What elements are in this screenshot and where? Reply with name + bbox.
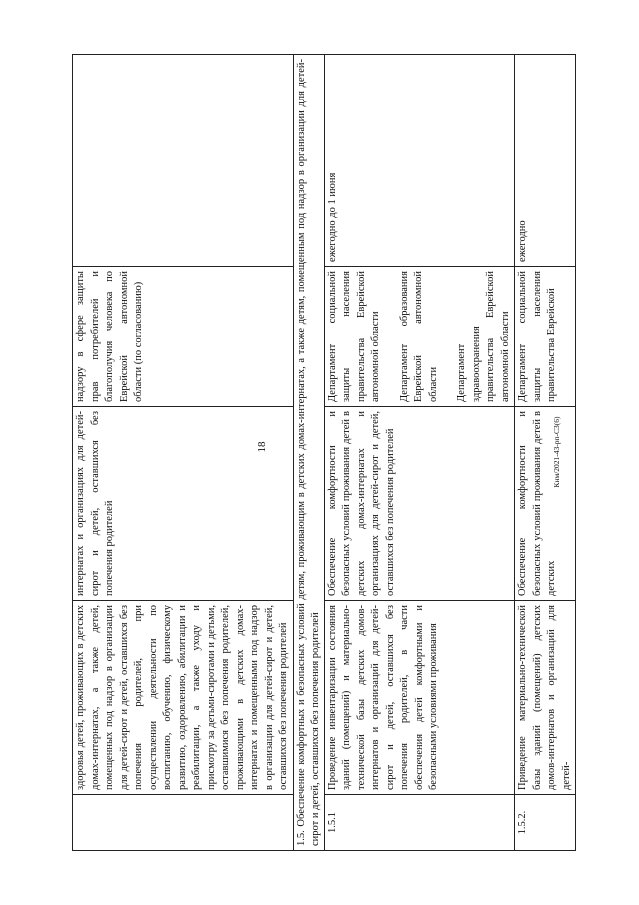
cell-executors: Департамент социальной защиты населения правительства Еврейской bbox=[515, 267, 576, 407]
section-title: 1.5. Обеспечение комфортных и безопасных условий детям, проживающим в детских домах-интернатах, а также детям, помещенным под надзор в организации для детей-сирот и детей, оставшихся без попечения родителей bbox=[293, 55, 324, 851]
cell-num-empty bbox=[73, 795, 294, 851]
cell-measure: Приведение материально-технической базы зданий (помещений) детских домов-интернатов и организаций для детей- bbox=[515, 601, 576, 795]
cell-deadline: ежегодно bbox=[515, 55, 576, 267]
cell-measure: здоровья детей, проживающих в детских домах-интернатах, а также детей, помещенных под надзор в организации для детей-сирот и детей, оставшихся без попечения родителей, при осуществлении деятельности по воспитанию, обучению, физическому развитию, оздоровлению, абилитации и реабилитации, а также уходу и присмотру за детьми-сиротами и детьми, оставшимися без попечения родителей, проживающими в детских домах-интернатах и помещенными под надзор в организации для детей-сирот и детей, оставшихся без попечения родителей bbox=[73, 601, 294, 795]
cell-deadline-empty bbox=[73, 55, 294, 267]
measures-table bbox=[72, 54, 576, 851]
cell-executors bbox=[324, 267, 515, 407]
cell-result: интернатах и организациях для детей-сирот и детей, оставшихся без попечения родителей bbox=[73, 407, 294, 601]
page-number: 18 bbox=[256, 441, 268, 453]
table-row bbox=[515, 55, 576, 851]
cell-result: Обеспечение комфортности и безопасных условий проживания детей в детских bbox=[515, 407, 576, 601]
document-code: Кнм/2021-43-рп-С3(6) bbox=[552, 416, 561, 488]
cell-result: Обеспечение комфортности и безопасных условий проживания детей в детских домах-интернатах и организациях для детей-сирот и детей, оставшихся без попечения родителей bbox=[324, 407, 515, 601]
cell-num: 1.5.1 bbox=[324, 795, 515, 851]
executor-item: Департамент образования Еврейской автономной области bbox=[398, 271, 439, 402]
section-row bbox=[293, 55, 324, 851]
executor-item: Департамент здравоохранения правительства Еврейской автономной области bbox=[456, 271, 511, 402]
table-row-continuation bbox=[73, 55, 294, 851]
cell-executors: надзору в сфере защиты прав потребителей и благополучия человека по Еврейской автономной области (по согласованию) bbox=[73, 267, 294, 407]
cell-deadline: ежегодно до 1 июня bbox=[324, 55, 515, 267]
executor-item: Департамент социальной защиты населения правительства Еврейской автономной области bbox=[326, 271, 381, 402]
cell-num: 1.5.2. bbox=[515, 795, 576, 851]
table-row bbox=[324, 55, 515, 851]
cell-measure: Проведение инвентаризации состояния зданий (помещений) и материально-технической базы детских домов-интернатов и организаций для детей-сирот и детей, оставшихся без попечения родителей, в части обеспечения детей комфортными и безопасными условиями проживания bbox=[324, 601, 515, 795]
